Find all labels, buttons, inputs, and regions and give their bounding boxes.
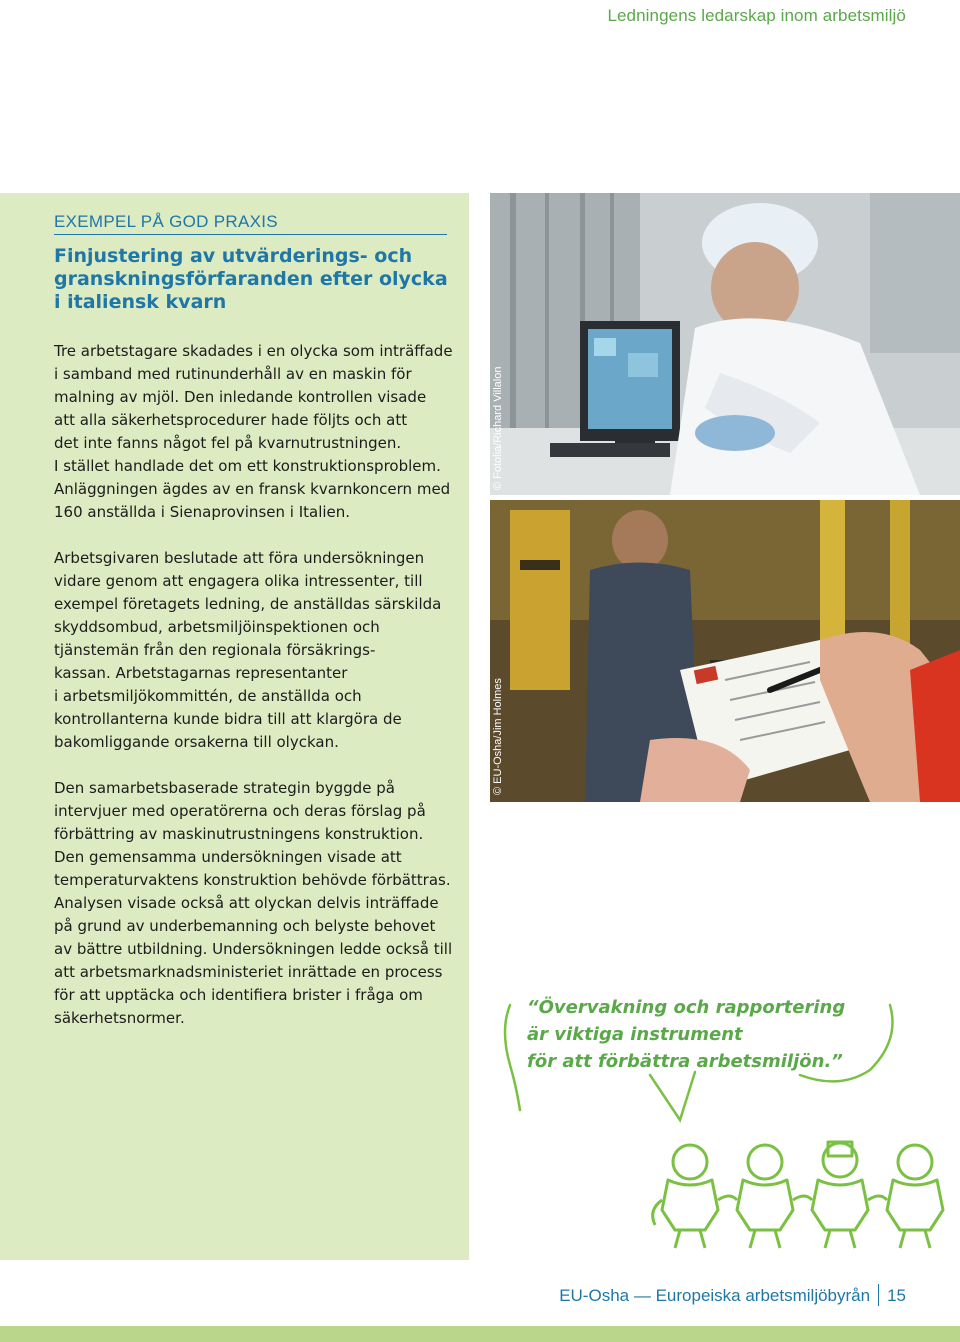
text-line: 160 anställda i Sienaprovinsen i Italien. <box>54 503 351 521</box>
footer-dash: — <box>633 1286 651 1305</box>
text-line: förbättring av maskinutrustningens konstruktion. <box>54 825 424 843</box>
text-line: vidare genom att engagera olika intressenter, till <box>54 572 423 590</box>
text-line: intervjuer med operatörerna och deras förslag på <box>54 802 426 820</box>
photo-inspection-form <box>490 500 960 802</box>
quote-line: är viktiga instrument <box>527 1024 743 1045</box>
text-line: i samband med rutinunderhåll av en maskin för <box>54 365 412 383</box>
text-line: bakomliggande orsakerna till olyckan. <box>54 733 339 751</box>
text-line: säkerhetsnormer. <box>54 1009 185 1027</box>
text-line: exempel företagets ledning, de anställdas särskilda <box>54 595 442 613</box>
text-line: kassan. Arbetstagarnas representanter <box>54 664 348 682</box>
text-line: i arbetsmiljökommittén, de anställda och <box>54 687 362 705</box>
running-header: Ledningens ledarskap inom arbetsmiljö <box>607 6 906 25</box>
bubble-left-curve <box>505 1005 520 1110</box>
footer-agency: Europeiska arbetsmiljöbyrån <box>655 1286 871 1305</box>
box-title-line: Finjustering av utvärderings- och <box>54 245 413 267</box>
text-line: temperaturvaktens konstruktion behövde förbättras. <box>54 871 451 889</box>
page-footer <box>559 1284 906 1306</box>
footer-org: EU-Osha <box>559 1286 630 1305</box>
text-line: Anläggningen ägdes av en fransk kvarnkoncern med <box>54 480 451 498</box>
figure-head <box>673 1145 707 1179</box>
paragraph-1 <box>54 340 454 524</box>
text-line: skyddsombud, arbetsmiljöinspektionen och <box>54 618 380 636</box>
bubble-right-curve <box>800 1005 893 1081</box>
photo-lab-worker <box>490 193 960 495</box>
photo-lab-worker-image <box>490 193 960 495</box>
text-line: Arbetsgivaren beslutade att föra undersökningen <box>54 549 425 567</box>
bottom-color-bar <box>0 1326 960 1342</box>
photo-credit-2: © EU-Osha/Jim Holmes <box>492 678 504 795</box>
text-line: det inte fanns något fel på kvarnutrustningen. <box>54 434 402 452</box>
text-line: tjänstemän från den regionala försäkrings- <box>54 641 376 659</box>
photo-credit-1: © Fotolia/Richard Villalon <box>492 366 504 490</box>
text-line: Analysen visade också att olyckan delvis inträffade <box>54 894 439 912</box>
page-number: 15 <box>887 1286 906 1305</box>
box-title-line: granskningsförfaranden efter olycka <box>54 268 448 290</box>
text-line: kontrollanterna kunde bidra till att klargöra de <box>54 710 402 728</box>
text-line: på grund av underbemanning och belyste behovet <box>54 917 436 935</box>
quote-line: “Övervakning och rapportering <box>527 997 846 1018</box>
photo-inspection-form-image <box>490 500 960 802</box>
text-line: malning av mjöl. Den inledande kontrollen visade <box>54 388 427 406</box>
speech-bubble-figures-illustration <box>480 980 960 1250</box>
workers-figures <box>653 1142 943 1248</box>
text-line: av bättre utbildning. Undersökningen ledde också till <box>54 940 453 958</box>
footer-separator <box>878 1284 879 1306</box>
box-kicker: EXEMPEL PÅ GOD PRAXIS <box>54 212 447 235</box>
text-line: för att upptäcka och identifiera brister i fråga om <box>54 986 423 1004</box>
text-line: Den gemensamma undersökningen visade att <box>54 848 402 866</box>
text-line: Den samarbetsbaserade strategin byggde på <box>54 779 395 797</box>
bubble-tail <box>650 1072 695 1120</box>
box-title <box>54 245 454 314</box>
paragraph-2 <box>54 547 454 754</box>
quote-line: för att förbättra arbetsmiljön.” <box>527 1051 843 1072</box>
paragraph-3 <box>54 777 454 1030</box>
text-line: Tre arbetstagare skadades i en olycka som inträffade <box>54 342 453 360</box>
text-line: I stället handlade det om ett konstruktionsproblem. <box>54 457 441 475</box>
box-title-line: i italiensk kvarn <box>54 291 227 313</box>
text-line: att arbetsmarknadsministeriet inrättade en process <box>54 963 443 981</box>
text-line: att alla säkerhetsprocedurer hade följts och att <box>54 411 408 429</box>
